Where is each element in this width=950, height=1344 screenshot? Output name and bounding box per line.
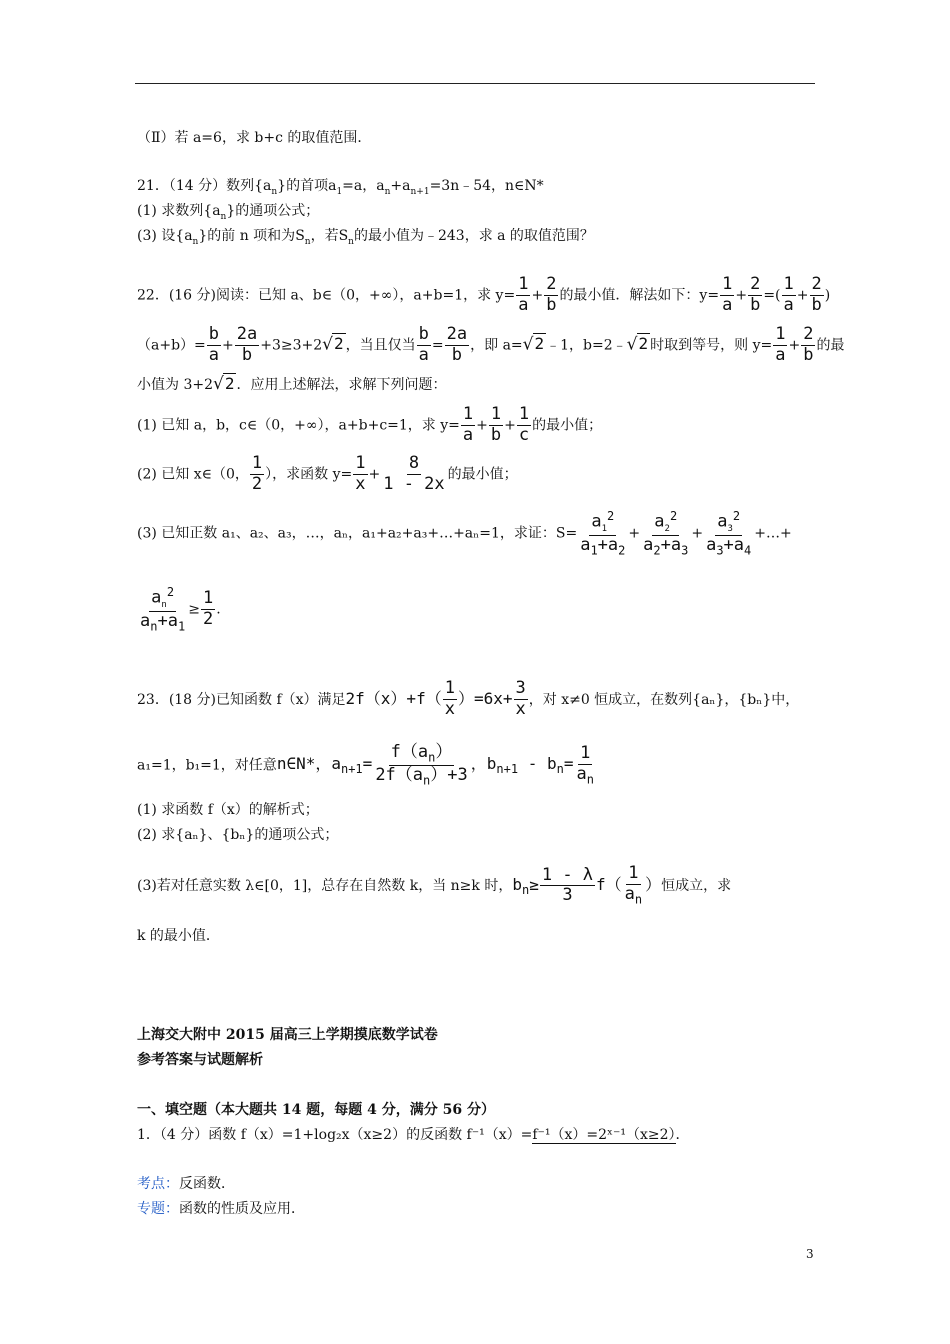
kaodian-label: 考点： [137,1176,179,1192]
zhuanti: 专题：函数的性质及应用． [137,1201,305,1217]
q21-part3: (3) 设$\{a_n\}$的前 n 项和为$S_n$，若$S_n$的最小值为﹣243，求 a 的取值范围？ [137,228,594,247]
zhuanti-label: 专题： [137,1201,179,1217]
answers-subtitle: 参考答案与试题解析 [137,1052,263,1068]
q21-part1: (1) 求数列$\{a_n\}$的通项公式； [137,203,320,222]
q23-part2: (2) 求{aₙ}、{bₙ}的通项公式； [137,827,339,843]
q23-part3-cont: k 的最小值． [137,928,220,944]
q23-part3: (3)若对任意实数 λ∈[0，1]，总存在自然数 k，当 n≥k 时，$b_n\ge$ $\frac{1 - \lambda}{3}$ f（ $\frac{1}{a_n}$ ）恒成立，求 [137,863,732,907]
q21-lead: 21．（14 分）数列$\{a_n\}$的首项$a_1=a$，$a_n+a_{n+1}=3n﹣54$，n∈N* [137,178,544,197]
q22-part3-cont: $\frac{a_n^2}{a_n+a_1}$ ≥ $\frac{1}{2}$ . [140,585,221,634]
section-heading: 一、填空题（本大题共 14 题，每题 4 分，满分 56 分） [137,1102,495,1118]
q23-lead: 23．(18 分)已知函数 f（x）满足2f（x）+f（ $\frac{1}{x}$ ）=6x+ $\frac{3}{x}$ ，对 x≠0 恒成立，在数列{aₙ}，{bₙ}中， [137,678,800,719]
q22-line3: 小值为 3+2√2 ．应用上述解法，求解下列问题： [137,374,447,394]
answer-q1: 1．（4 分）函数 f（x）=1+log₂x（x≥2）的反函数 f⁻¹（x）=f⁻¹（x）=2ˣ⁻¹（x≥2）． [137,1127,690,1143]
kaodian: 考点：反函数． [137,1176,235,1192]
answers-title: 上海交大附中 2015 届高三上学期摸底数学试卷 [137,1027,438,1043]
q22-part1: (1) 已知 a，b，c∈（0，+∞），a+b+c=1，求 y= $\frac{1}{a}$ + $\frac{1}{b}$ + $\frac{1}{c}$ 的最小值； [137,404,603,445]
q20-part2: （Ⅱ）若 a=6，求 b+c 的取值范围． [137,130,372,146]
answer-q1-blank: f⁻¹（x）=2ˣ⁻¹（x≥2） [532,1127,676,1143]
q22-lead: 22．(16 分)阅读：已知 a、b∈（0，+∞），a+b=1，求 y= $\frac{1}{a}$ + $\frac{2}{b}$ 的最小值．解法如下：y= $\frac{1}{a}$ + $\frac{2}{b}$ =( $\frac{1}{a}$ + $\frac{2}{b}$ ) [137,274,831,315]
page-number: 3 [806,1247,814,1261]
q22-part2: (2) 已知 x∈（0， $\frac{1}{2}$ ），求函数 y= $\frac{1}{x}$ + $\frac{8}{1 - 2x}$ 的最小值； [137,453,518,494]
q23-part1: (1) 求函数 f（x）的解析式； [137,802,319,818]
header-rule [135,83,815,84]
q22-part3: (3) 已知正数 a₁、a₂、a₃，…，aₙ，a₁+a₂+a₃+…+aₙ=1，求证：S= $\frac{a_1^2}{a_1+a_2}$ + $\frac{a_2^2}{a_2+a_3}$ + $\frac{a_3^2}{a_3+a_4}$ +…+ [137,509,792,558]
q22-line2: （a+b）= $\frac{b}{a}$ + $\frac{2a}{b}$ +3≥3+2√2 ，当且仅当 $\frac{b}{a}$ = $\frac{2a}{b}$ ，即 a=√2 ﹣1，b=2﹣√2 时取到等号，则 y= $\frac{1}{a}$ + $\frac{2}{b}$ 的最 [137,324,845,365]
q23-line2: a₁=1，b₁=1，对任意n∈N*，$a_{n+1}=$ $\frac{f(a_n)}{2f(a_n)+3}$ ，$b_{n+1} - b_n=$ $\frac{1}{a_n}$ [137,742,594,788]
